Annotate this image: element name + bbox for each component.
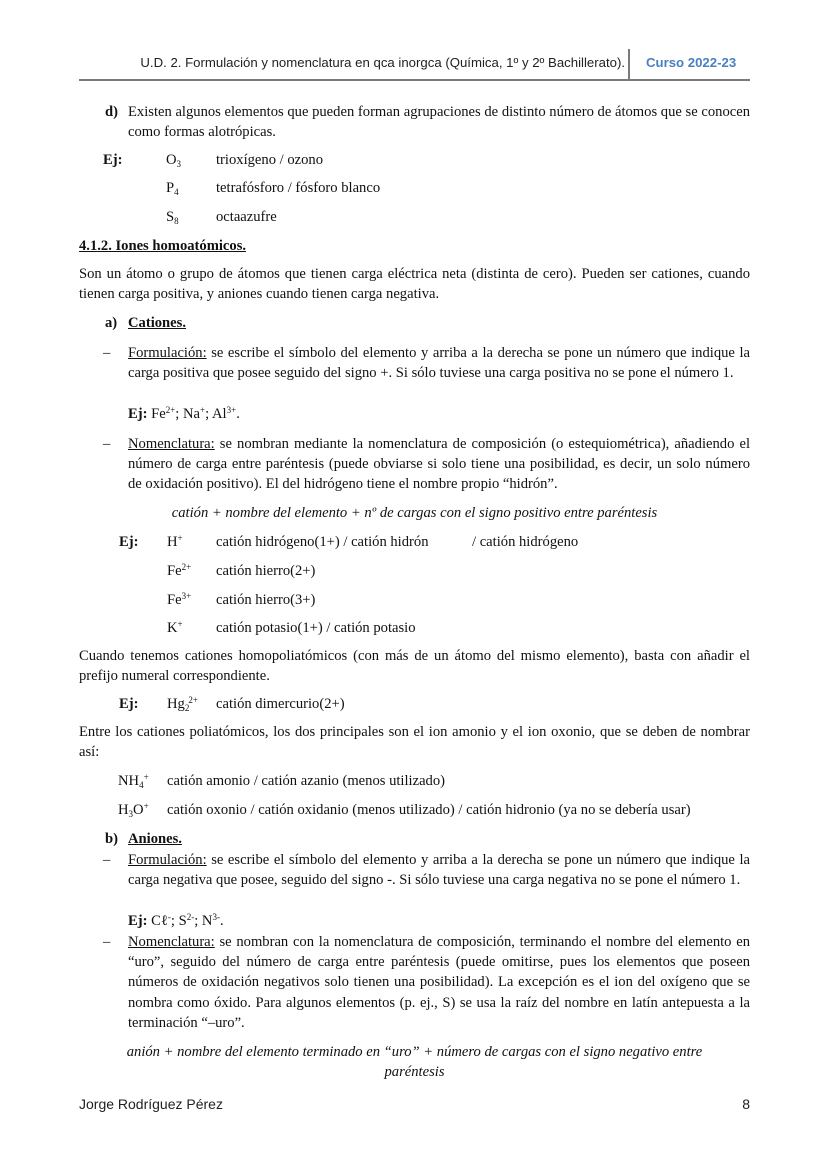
item-marker-b: b) [105, 831, 118, 847]
cations-formula-examples: Ej: $Fe^{2+}$; Na+; $Al^{3+}$. [128, 405, 240, 422]
anions-heading: Aniones. [128, 831, 182, 847]
allotrope-name: octaazufre [216, 209, 277, 225]
page-number: 8 [742, 1096, 750, 1112]
allotrope-formula: $P_4$ [166, 180, 179, 197]
allotrope-formula: $S_8$ [166, 209, 179, 226]
header-separator [628, 49, 630, 79]
section-title: 4.1.2. Iones homoatómicos. [79, 238, 247, 254]
section-intro: Son un átomo o grupo de átomos que tienen carga eléctrica neta (distinta de cero). Pueden ser cationes, cuando tienen carga positiva, y aniones cuando tienen carga negativa. [79, 266, 750, 303]
item-marker-d: d) [105, 104, 118, 120]
example-label: Ej: [119, 534, 139, 550]
anions-formula-examples: Ej: Cℓ-; $S^{2-}$; $N^{3-}$. [128, 912, 224, 929]
allotrope-formula: $O_3$ [166, 152, 182, 169]
homopoly-name: catión dimercurio(2+) [216, 696, 345, 712]
allotropes-text: Existen algunos elementos que pueden forman agrupaciones de distinto número de átomos que se conocen como formas alotrópicas. [128, 104, 750, 141]
anions-nomenclature: Nomenclatura: se nombran con la nomenclatura de composición, terminando el nombre del elemento en “uro”, seguido del número de carga entre paréntesis (puede omitirse, pues los elementos que poseen números de oxidación negativos solo tienen una posibilidad). La excepción es el ion del oxígeno que se nombra como óxido. Para algunos elementos (p. ej., S) se usa la raíz del nombre en latín antepuesta a la terminación “–uro”. [128, 934, 750, 1031]
bullet-dash: – [103, 436, 111, 452]
cation-name: catión hierro(3+) [216, 592, 316, 608]
bullet-dash: – [103, 852, 111, 868]
cation-formula: $Fe^{2+}$ [167, 562, 192, 579]
polyatomic-text: Entre los cationes poliatómicos, los dos principales son el ion amonio y el ion oxonio, que se deben de nombrar así: [79, 724, 750, 761]
homopoly-formula: $Hg_2^{2+}$ [167, 695, 198, 713]
allotrope-name: tetrafósforo / fósforo blanco [216, 180, 381, 196]
item-marker-a: a) [105, 315, 118, 331]
anions-rule-line2: paréntesis [384, 1064, 445, 1080]
anions-formulation: Formulación: se escribe el símbolo del elemento y arriba a la derecha se pone un número que indique la carga negativa que posee, seguido del signo -. Si sólo tuviese una carga negativa no se pone el número 1. [128, 852, 750, 889]
cations-heading: Cationes. [128, 315, 186, 331]
cations-formulation: Formulación: se escribe el símbolo del elemento y arriba a la derecha se pone un número que indique la carga positiva que posee seguido del signo +. Si sólo tuviese una carga positiva no se pone el número 1. [128, 345, 750, 382]
homopoly-text: Cuando tenemos cationes homopoliatómicos (con más de un átomo del mismo elemento), basta con añadir el prefijo numeral correspondiente. [79, 648, 750, 685]
cation-name: catión hidrógeno(1+) / catión hidrón [216, 534, 429, 550]
cation-name: catión hierro(2+) [216, 563, 316, 579]
cation-formula: H+ [167, 533, 183, 550]
cation-name: catión potasio(1+) / catión potasio [216, 620, 416, 636]
example-label: Ej: [119, 696, 139, 712]
footer-author: Jorge Rodríguez Pérez [79, 1096, 223, 1112]
page-header [79, 49, 750, 81]
cations-rule: catión + nombre del elemento + nº de cargas con el signo positivo entre paréntesis [171, 505, 658, 521]
bullet-dash: – [103, 934, 111, 950]
polyatomic-formula: $NH_4^+$ [118, 772, 149, 790]
cations-nomenclature: Nomenclatura: se nombran mediante la nomenclatura de composición (o estequiométrica), añadiendo el número de carga entre paréntesis (puede obviarse si solo tiene una posibilidad, es decir, un solo número de oxidación positivo). El del hidrógeno tiene el nombre propio “hidrón”. [128, 436, 750, 493]
cation-name-alt: / catión hidrógeno [472, 534, 579, 550]
cation-formula: $Fe^{3+}$ [167, 591, 192, 608]
header-course: Curso 2022-23 [646, 55, 737, 70]
allotrope-name: trioxígeno / ozono [216, 152, 324, 168]
polyatomic-name: catión amonio / catión azanio (menos utilizado) [167, 773, 446, 789]
bullet-dash: – [103, 345, 111, 361]
cation-formula: K+ [167, 619, 183, 636]
polyatomic-name: catión oxonio / catión oxidanio (menos utilizado) / catión hidronio (ya no se debería usar) [167, 802, 691, 818]
polyatomic-formula: $H_3O^+$ [118, 801, 149, 819]
anions-rule-line1: anión + nombre del elemento terminado en “uro” + número de cargas con el signo negativo entre [126, 1044, 703, 1060]
header-title: U.D. 2. Formulación y nomenclatura en qca inorgca (Química, 1º y 2º Bachillerato). [140, 55, 625, 70]
example-label: Ej: [103, 152, 123, 168]
